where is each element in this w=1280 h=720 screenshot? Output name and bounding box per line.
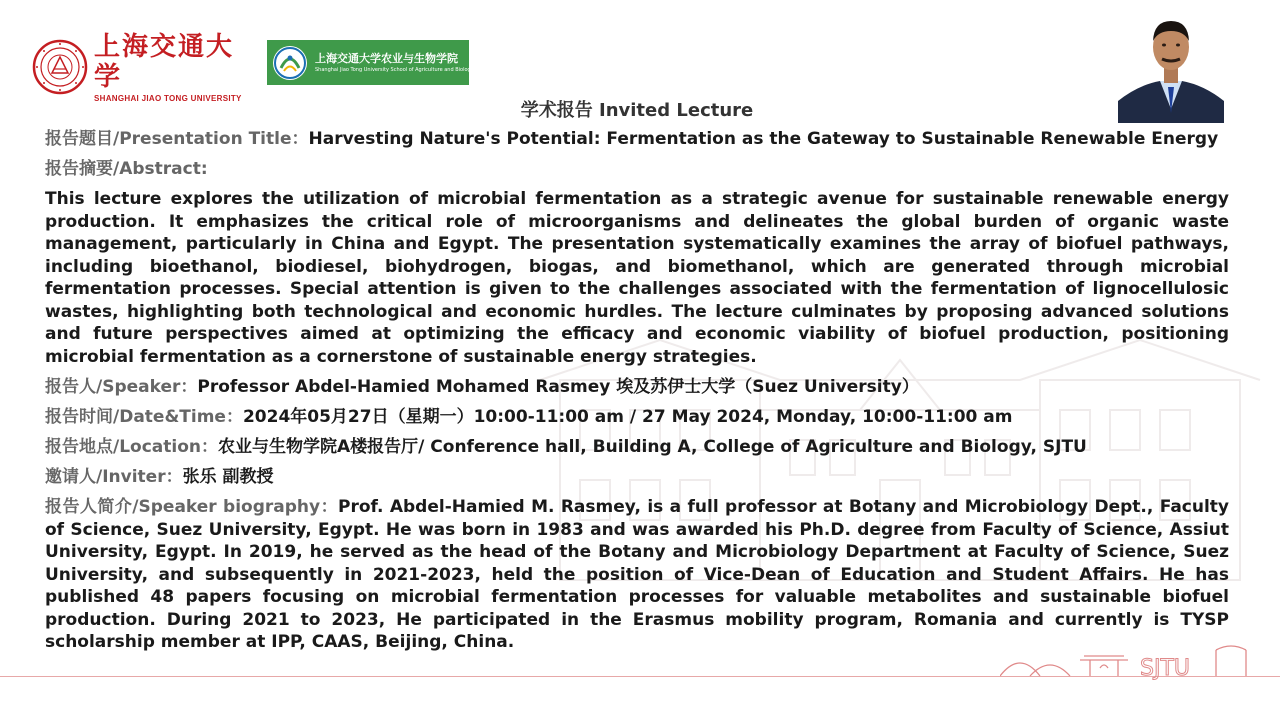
- title-value: Harvesting Nature's Potential: Fermentation as the Gateway to Sustainable Renewable Energy: [308, 129, 1219, 149]
- abstract-label: 报告摘要/Abstract:: [45, 159, 208, 179]
- inviter-value: 张乐 副教授: [182, 467, 274, 487]
- title-row: [45, 128, 1229, 150]
- datetime-row: [45, 406, 1229, 428]
- datetime-label: 报告时间/Date&Time：: [45, 407, 243, 427]
- page-heading: 学术报告 Invited Lecture: [520, 100, 754, 121]
- footer-gate-decoration: [1000, 640, 1270, 680]
- speaker-value: Professor Abdel-Hamied Mohamed Rasmey 埃及苏伊士大学（Suez University）: [197, 377, 919, 397]
- biography-text: Prof. Abdel-Hamied M. Rasmey, is a full professor at Botany and Microbiology Dept., Faculty of Science, Suez University, Egypt. He was born in 1983 and was awarded his Ph.D. degree from Faculty of Science, Assiut University, Egypt. In 2019, he served as the head of the Botany and Microbiology Department at Faculty of Science, Suez University, and subsequently in 2021-2023, held the position of Vice-Dean of Education and Student Affairs. He has published 48 papers focusing on microbial fermentation processes for valuable metabolites and sustainable biofuel production. During 2021 to 2023, He participated in the Erasmus mobility program, Romania and currently is TYSP scholarship member at IPP, CAAS, Beijing, China.: [45, 497, 1230, 652]
- footer-sjtu-mark: SJTU: [1140, 656, 1190, 680]
- location-row: [45, 436, 1229, 458]
- title-label: 报告题目/Presentation Title：: [45, 129, 309, 149]
- college-logo-en: Shanghai Jiao Tong University School of Agriculture and Biology: [315, 66, 474, 73]
- lecture-details: [45, 128, 1229, 654]
- location-label: 报告地点/Location：: [45, 437, 219, 457]
- biography-row: [45, 496, 1229, 654]
- location-value: 农业与生物学院A楼报告厅/ Conference hall, Building A, College of Agriculture and Biology, SJTU: [218, 437, 1087, 457]
- college-logo-cn: 上海交通大学农业与生物学院: [315, 51, 458, 65]
- sjtu-seal-icon: [32, 39, 88, 95]
- inviter-row: [45, 466, 1229, 488]
- abstract-row: [45, 158, 1229, 180]
- speaker-label: 报告人/Speaker：: [45, 377, 198, 397]
- sjtu-logo-cn: 上海交通大学: [94, 31, 235, 92]
- abstract-text: This lecture explores the utilization of microbial fermentation as a strategic avenue for sustainable renewable energy production. It emphasizes the critical role of microorganisms and delineates the global burden of organic waste management, particularly in China and Egypt. The presentation systematically examines the array of biofuel pathways, including bioethanol, biodiesel, biohydrogen, biogas, and biomethanol, which are generated through microbial fermentation processes. Special attention is given to the challenges associated with the fermentation of lignocellulosic wastes, highlighting both technological and economic hurdles. The lecture culminates by proposing advanced solutions and future perspectives aimed at optimizing the efficacy and economic viability of biofuel production, positioning microbial fermentation as a cornerstone of sustainable energy strategies.: [45, 189, 1229, 367]
- inviter-label: 邀请人/Inviter：: [45, 467, 183, 487]
- college-emblem-icon: [271, 44, 309, 82]
- biography-label: 报告人简介/Speaker biography：: [45, 497, 339, 517]
- sjtu-logo-en: SHANGHAI JIAO TONG UNIVERSITY: [94, 93, 242, 103]
- sjtu-logo: [32, 31, 247, 103]
- speaker-row: [45, 376, 1229, 398]
- college-logo: [267, 40, 474, 85]
- datetime-value: 2024年05月27日（星期一）10:00-11:00 am / 27 May 2024, Monday, 10:00-11:00 am: [242, 407, 1013, 427]
